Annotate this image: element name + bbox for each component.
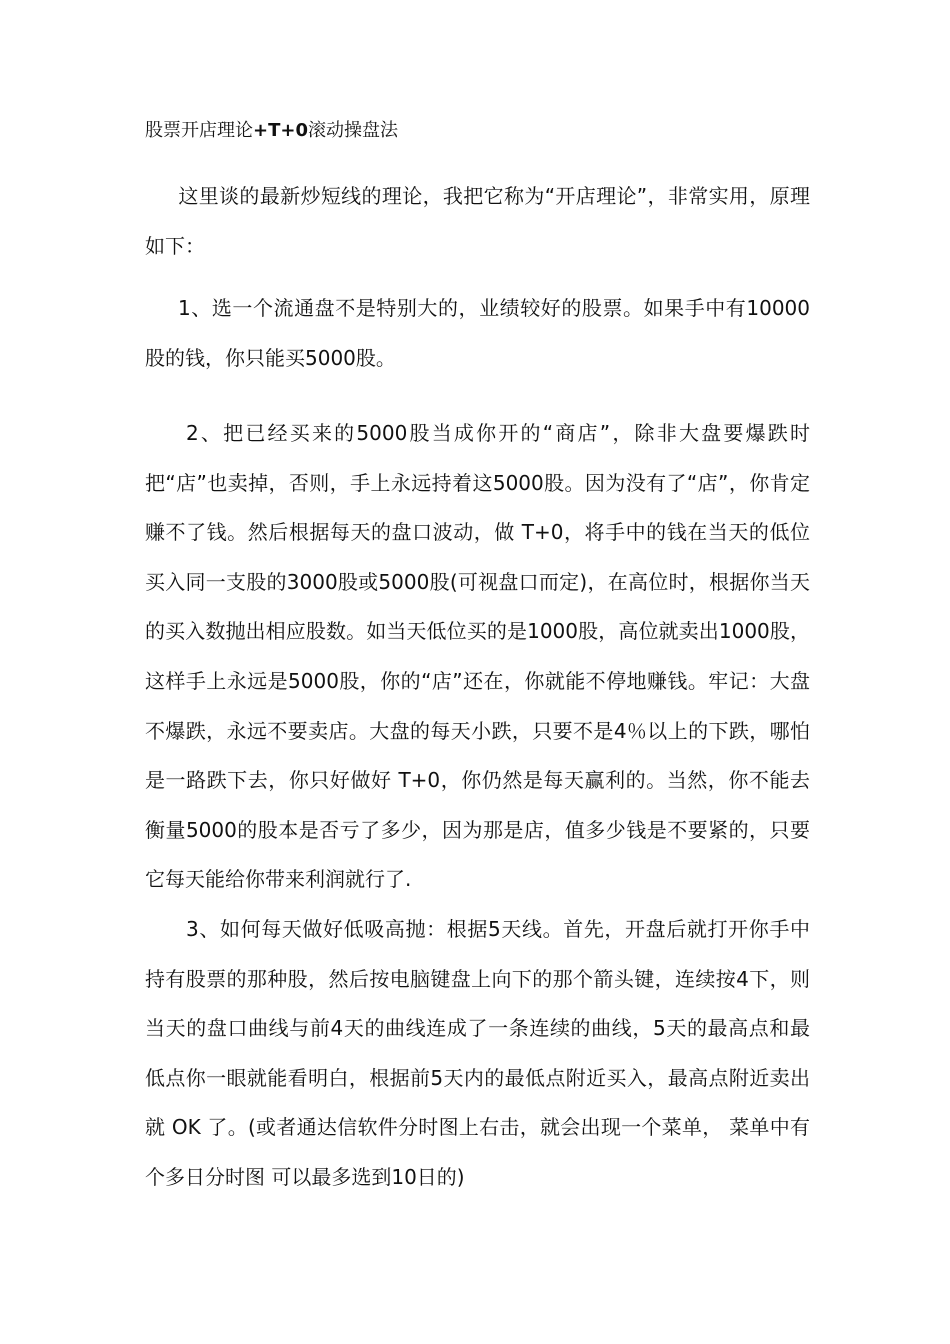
title-text-part2: +T+0	[253, 120, 308, 141]
paragraph-step-3-text: 3、如何每天做好低吸高抛：根据5天线。首先，开盘后就打开你手中持有股票的那种股，然后按电脑键盘上向下的那个箭头键，连续按4下，则当天的盘口曲线与前4天的曲线连成了一条连续的曲线，5天的最高点和最低点你一眼就能看明白，根据前5天内的最低点附近买入，最高点附近卖出就 OK 了。(或者通达信软件分时图上右击，就会出现一个菜单， 菜单中有个多日分时图 可以最多选到10日的)	[145, 917, 810, 1189]
paragraph-step-3	[145, 905, 810, 1203]
paragraph-step-2	[145, 409, 810, 905]
document-title	[145, 118, 398, 144]
title-text-part1: 股票开店理论	[145, 120, 253, 141]
paragraph-intro	[145, 172, 810, 271]
title-text-part3: 滚动操盘法	[307, 120, 398, 141]
paragraph-step-1-text: 1、选一个流通盘不是特别大的，业绩较好的股票。如果手中有10000股的钱，你只能买5000股。	[145, 296, 810, 370]
paragraph-intro-text: 这里谈的最新炒短线的理论，我把它称为“开店理论”，非常实用，原理如下：	[145, 184, 810, 258]
paragraph-step-1	[145, 284, 810, 383]
paragraph-step-2-text: 2、把已经买来的5000股当成你开的“商店”，除非大盘要爆跌时把“店”也卖掉，否则，手上永远持着这5000股。因为没有了“店”，你肯定赚不了钱。然后根据每天的盘口波动，做 T+0，将手中的钱在当天的低位买入同一支股的3000股或5000股(可视盘口而定)，在高位时，根据你当天的买入数抛出相应股数。如当天低位买的是1000股，高位就卖出1000股，这样手上永远是5000股，你的“店”还在，你就能不停地赚钱。牢记：大盘不爆跌，永远不要卖店。大盘的每天小跌，只要不是4％以上的下跌，哪怕是一路跌下去，你只好做好 T+0，你仍然是每天赢利的。当然，你不能去衡量5000的股本是否亏了多少，因为那是店，值多少钱是不要紧的，只要它每天能给你带来利润就行了.	[145, 421, 810, 892]
